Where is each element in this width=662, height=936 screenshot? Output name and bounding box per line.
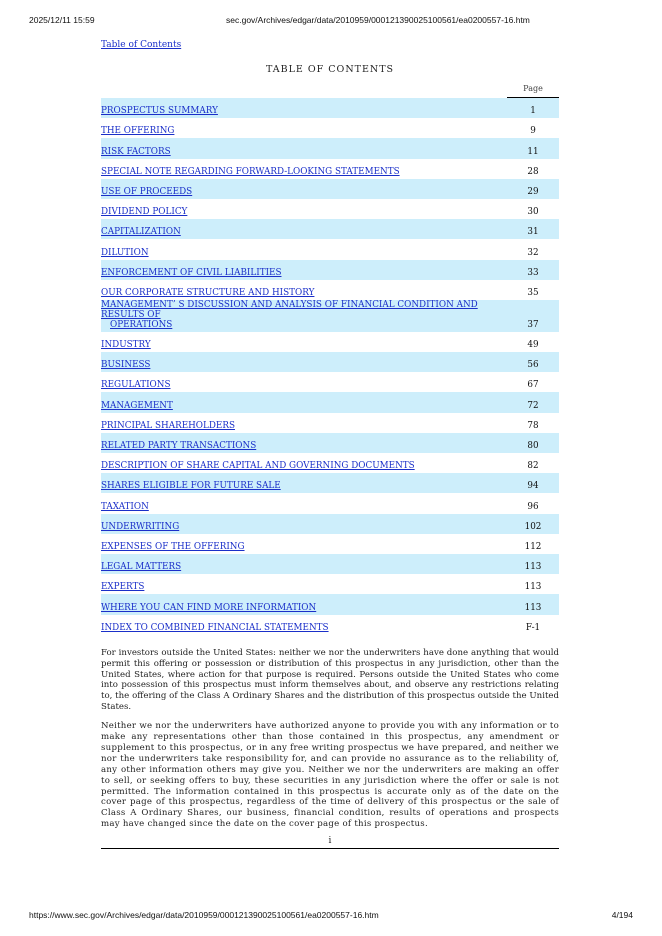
toc-entry-title: CAPITALIZATION [101, 227, 181, 238]
toc-entry-page: 113 [524, 582, 542, 593]
toc-entry-link[interactable] [101, 441, 507, 453]
toc-row [101, 199, 559, 219]
page-divider [101, 848, 559, 849]
toc-row [101, 239, 559, 259]
toc-entry-title: DIVIDEND POLICY [101, 207, 188, 218]
toc-row [101, 260, 559, 280]
toc-entry-page: 37 [507, 300, 559, 332]
toc-row [101, 179, 559, 199]
toc-entry-page: 80 [507, 433, 559, 453]
toc-entry-title: DILUTION [101, 247, 149, 258]
toc-entry-page: 112 [524, 541, 542, 552]
toc-row [101, 433, 559, 453]
toc-entry-link[interactable] [101, 401, 507, 413]
toc-entry-link[interactable] [101, 360, 507, 372]
toc-entry-title: WHERE YOU CAN FIND MORE INFORMATION [101, 602, 317, 613]
toc-entry-title-continued: OPERATIONS [110, 319, 173, 330]
toc-entry-title: MANAGEMENT [101, 400, 173, 411]
toc-row [101, 574, 559, 594]
toc-entry-page: 28 [527, 166, 539, 177]
toc-row [101, 352, 559, 372]
toc-row [101, 219, 559, 239]
toc-entry-link[interactable] [101, 502, 507, 514]
toc-entry-link[interactable] [101, 421, 507, 433]
toc-entry-link[interactable] [101, 300, 507, 332]
toc-entry-page: 67 [527, 380, 539, 391]
print-datetime: 2025/12/11 15:59 [29, 15, 95, 25]
toc-entry-title: THE OFFERING [101, 126, 175, 137]
toc-entry-page: 35 [527, 287, 539, 298]
toc-entry-link[interactable] [101, 106, 507, 118]
toc-row [101, 118, 559, 138]
page-column-header: Page [507, 81, 559, 98]
toc-entry-page: F-1 [525, 622, 541, 633]
toc-entry-page: 113 [507, 594, 559, 614]
toc-entry-link[interactable] [101, 268, 507, 280]
toc-entry-title: REGULATIONS [101, 380, 171, 391]
toc-row [101, 280, 559, 300]
toc-entry-page: 11 [507, 138, 559, 158]
toc-row [101, 554, 559, 574]
toc-row [101, 413, 559, 433]
toc-row [101, 453, 559, 473]
toc-row [101, 300, 559, 332]
toc-entry-title: RISK FACTORS [101, 146, 171, 157]
toc-entry-link[interactable] [101, 147, 507, 159]
toc-entry-link[interactable] [101, 167, 507, 179]
toc-entry-title: EXPENSES OF THE OFFERING [101, 541, 245, 552]
toc-entry-page: 49 [527, 340, 539, 351]
toc-row [101, 594, 559, 614]
toc-entry-page: 1 [507, 98, 559, 119]
toc-entry-title: INDUSTRY [101, 340, 151, 351]
toc-entry-link[interactable] [101, 340, 507, 352]
toc-row [101, 615, 559, 635]
toc-entry-title: RELATED PARTY TRANSACTIONS [101, 441, 257, 451]
toc-entry-link[interactable] [101, 380, 507, 392]
toc-row [101, 98, 559, 119]
page-title: TABLE OF CONTENTS [265, 64, 395, 75]
toc-entry-link[interactable] [101, 542, 507, 554]
toc-entry-title: PRINCIPAL SHAREHOLDERS [101, 420, 235, 431]
toc-header-row [101, 81, 559, 98]
toc-entry-page: 31 [507, 219, 559, 239]
print-url-header: sec.gov/Archives/edgar/data/2010959/000121390025100561/ea0200557-16.htm [226, 15, 530, 25]
toc-entry-title: UNDERWRITING [101, 521, 180, 532]
toc-entry-title: SPECIAL NOTE REGARDING FORWARD-LOOKING STATEMENTS [101, 166, 400, 177]
toc-entry-page: 82 [527, 461, 539, 472]
toc-entry-title: USE OF PROCEEDS [101, 186, 193, 197]
toc-entry-page: 56 [507, 352, 559, 372]
toc-entry-link[interactable] [101, 582, 507, 594]
toc-entry-page: 96 [527, 501, 539, 512]
toc-entry-page: 33 [507, 260, 559, 280]
toc-entry-link[interactable] [101, 603, 507, 615]
toc-entry-link[interactable] [101, 623, 507, 635]
toc-entry-page: 102 [507, 514, 559, 534]
toc-row [101, 493, 559, 513]
toc-row [101, 514, 559, 534]
toc-entry-page: 78 [527, 420, 539, 431]
toc-entry-title: ENFORCEMENT OF CIVIL LIABILITIES [101, 267, 282, 278]
toc-entry-page: 72 [507, 392, 559, 412]
toc-entry-title: OUR CORPORATE STRUCTURE AND HISTORY [101, 287, 315, 298]
toc-entry-title: MANAGEMENT’ S DISCUSSION AND ANALYSIS OF FINANCIAL CONDITION AND RESULTS OF [101, 299, 478, 320]
print-url-footer: https://www.sec.gov/Archives/edgar/data/2010959/000121390025100561/ea0200557-16.htm [29, 910, 379, 920]
toc-entry-page: 9 [530, 126, 536, 137]
toc-row [101, 534, 559, 554]
table-of-contents-link[interactable]: Table of Contents [101, 40, 182, 50]
toc-entry-page: 94 [507, 473, 559, 493]
toc-entry-link[interactable] [101, 522, 507, 534]
toc-row [101, 332, 559, 352]
toc-entry-link[interactable] [101, 126, 507, 138]
toc-entry-page: 113 [507, 554, 559, 574]
page-number: i [328, 836, 332, 847]
toc-entry-title: DESCRIPTION OF SHARE CAPITAL AND GOVERNING DOCUMENTS [101, 461, 415, 472]
page-counter: 4/194 [611, 910, 633, 920]
document-page [101, 38, 559, 849]
toc-entry-link[interactable] [101, 207, 507, 219]
toc-entry-title: PROSPECTUS SUMMARY [101, 106, 218, 117]
toc-entry-link[interactable] [101, 248, 507, 260]
toc-entry-page: 29 [507, 179, 559, 199]
toc-row [101, 159, 559, 179]
toc-entry-title: BUSINESS [101, 360, 151, 371]
toc-entry-title: INDEX TO COMBINED FINANCIAL STATEMENTS [101, 622, 329, 633]
toc-entry-link[interactable] [101, 227, 507, 239]
authorization-notice-paragraph: Neither we nor the underwriters have authorized anyone to provide you with any information or to make any representations other than those contained in this prospectus, any amendment or supplement to this prospectus, or in any free writing prospectus we have prepared, and neither we nor the underwriters take responsibility for, and can provide no assurance as to the reliability of, any other information others may give you. Neither we nor the underwriters are making an offer to sell, or seeking offers to buy, these securities in any jurisdiction where the offer or sale is not permitted. The information contained in this prospectus is accurate only as of the date on the cover page of this prospectus, regardless of the time of delivery of this prospectus or the sale of Class A Ordinary Shares, our business, financial condition, results of operations and prospects may have changed since the date on the cover page of this prospectus. [101, 721, 559, 830]
toc-entry-title: LEGAL MATTERS [101, 562, 182, 573]
toc-entry-link[interactable] [101, 187, 507, 199]
toc-entry-title: TAXATION [101, 501, 149, 512]
toc-entry-title: SHARES ELIGIBLE FOR FUTURE SALE [101, 481, 281, 492]
toc-row [101, 372, 559, 392]
toc-row [101, 473, 559, 493]
toc-entry-link[interactable] [101, 481, 507, 493]
toc-entry-title: EXPERTS [101, 582, 145, 593]
toc-entry-link[interactable] [101, 288, 507, 300]
toc-entry-page: 30 [527, 207, 539, 218]
toc-entry-page: 32 [527, 247, 539, 258]
toc-entry-link[interactable] [101, 562, 507, 574]
toc-table [101, 81, 559, 635]
toc-row [101, 138, 559, 158]
toc-row [101, 392, 559, 412]
investor-notice-paragraph: For investors outside the United States: neither we nor the underwriters have done anything that would permit this offering or possession or distribution of this prospectus in any jurisdiction, other than the United States, where action for that purpose is required. Persons outside the United States who come into possession of this prospectus must inform themselves about, and observe any restrictions relating to, the offering of the Class A Ordinary Shares and the distribution of this prospectus outside the United States. [101, 647, 559, 713]
toc-entry-link[interactable] [101, 461, 507, 473]
